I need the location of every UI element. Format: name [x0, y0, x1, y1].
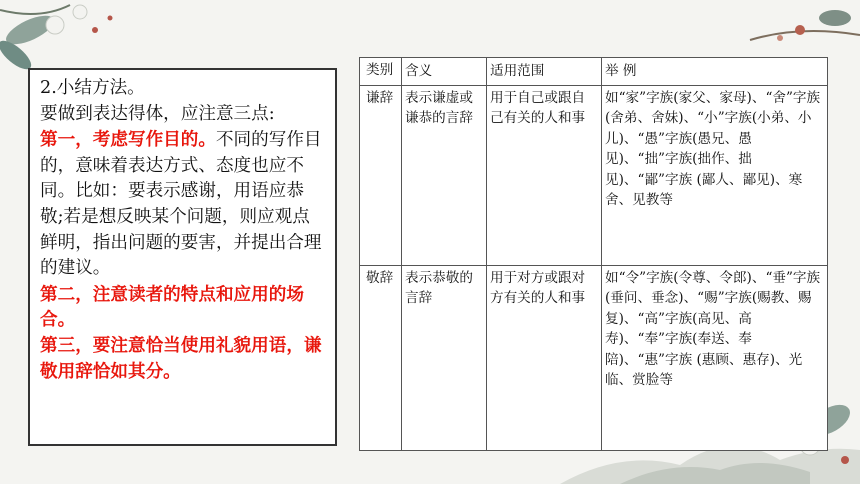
- summary-panel: [28, 68, 337, 446]
- cell-scope: 用于对方或跟对方有关的人和事: [487, 265, 602, 450]
- cell-category: 敬辞: [360, 265, 402, 450]
- cell-meaning: 表示谦虚或谦恭的言辞: [402, 85, 487, 265]
- cell-examples: 如“令”字族(令尊、令郎)、“垂”字族(垂问、垂念)、“赐”字族(赐教、赐复)、“高”字族(高见、高寿)、“奉”字族(奉送、奉陪)、“惠”字族 (惠顾、惠存)、光临、赏脸等: [602, 265, 828, 450]
- cell-examples: 如“家”字族(家父、家母)、“舍”字族(舍弟、舍妹)、“小”字族(小弟、小儿)、“愚”字族(愚兄、愚见)、“拙”字族(拙作、拙见)、“鄙”字族 (鄙人、鄙见)、寒舍、见教等: [602, 85, 828, 265]
- cell-meaning: 表示恭敬的言辞: [402, 265, 487, 450]
- table-row: [360, 85, 828, 265]
- summary-intro: 要做到表达得体，应注意三点:: [40, 103, 275, 124]
- point1-text: 不同的写作目的，意味着表达方式、态度也应不同。比如：要表示感谢，用语应恭敬;若是想反映某个问题，则应观点鲜明，指出问题的要害，并提出合理的建议。: [40, 130, 322, 279]
- summary-point1: [40, 127, 327, 282]
- summary-point2: 第二，注意读者的特点和应用的场合。: [40, 283, 304, 331]
- point1-emphasis: 第一，考虑写作目的。: [40, 129, 216, 151]
- header-scope: 适用范围: [487, 58, 602, 86]
- summary-point3: 第三，要注意恰当使用礼貌用语，谦敬用辞恰如其分。: [40, 334, 322, 382]
- table-header-row: [360, 58, 828, 86]
- header-meaning: 含义: [402, 58, 487, 86]
- honorific-table: [359, 57, 828, 451]
- cell-category: 谦辞: [360, 85, 402, 265]
- header-examples: 举 例: [602, 58, 828, 86]
- header-category: 类别: [360, 58, 402, 86]
- table-row: [360, 265, 828, 450]
- summary-heading: 2.小结方法。: [40, 78, 145, 98]
- cell-scope: 用于自己或跟自己有关的人和事: [487, 85, 602, 265]
